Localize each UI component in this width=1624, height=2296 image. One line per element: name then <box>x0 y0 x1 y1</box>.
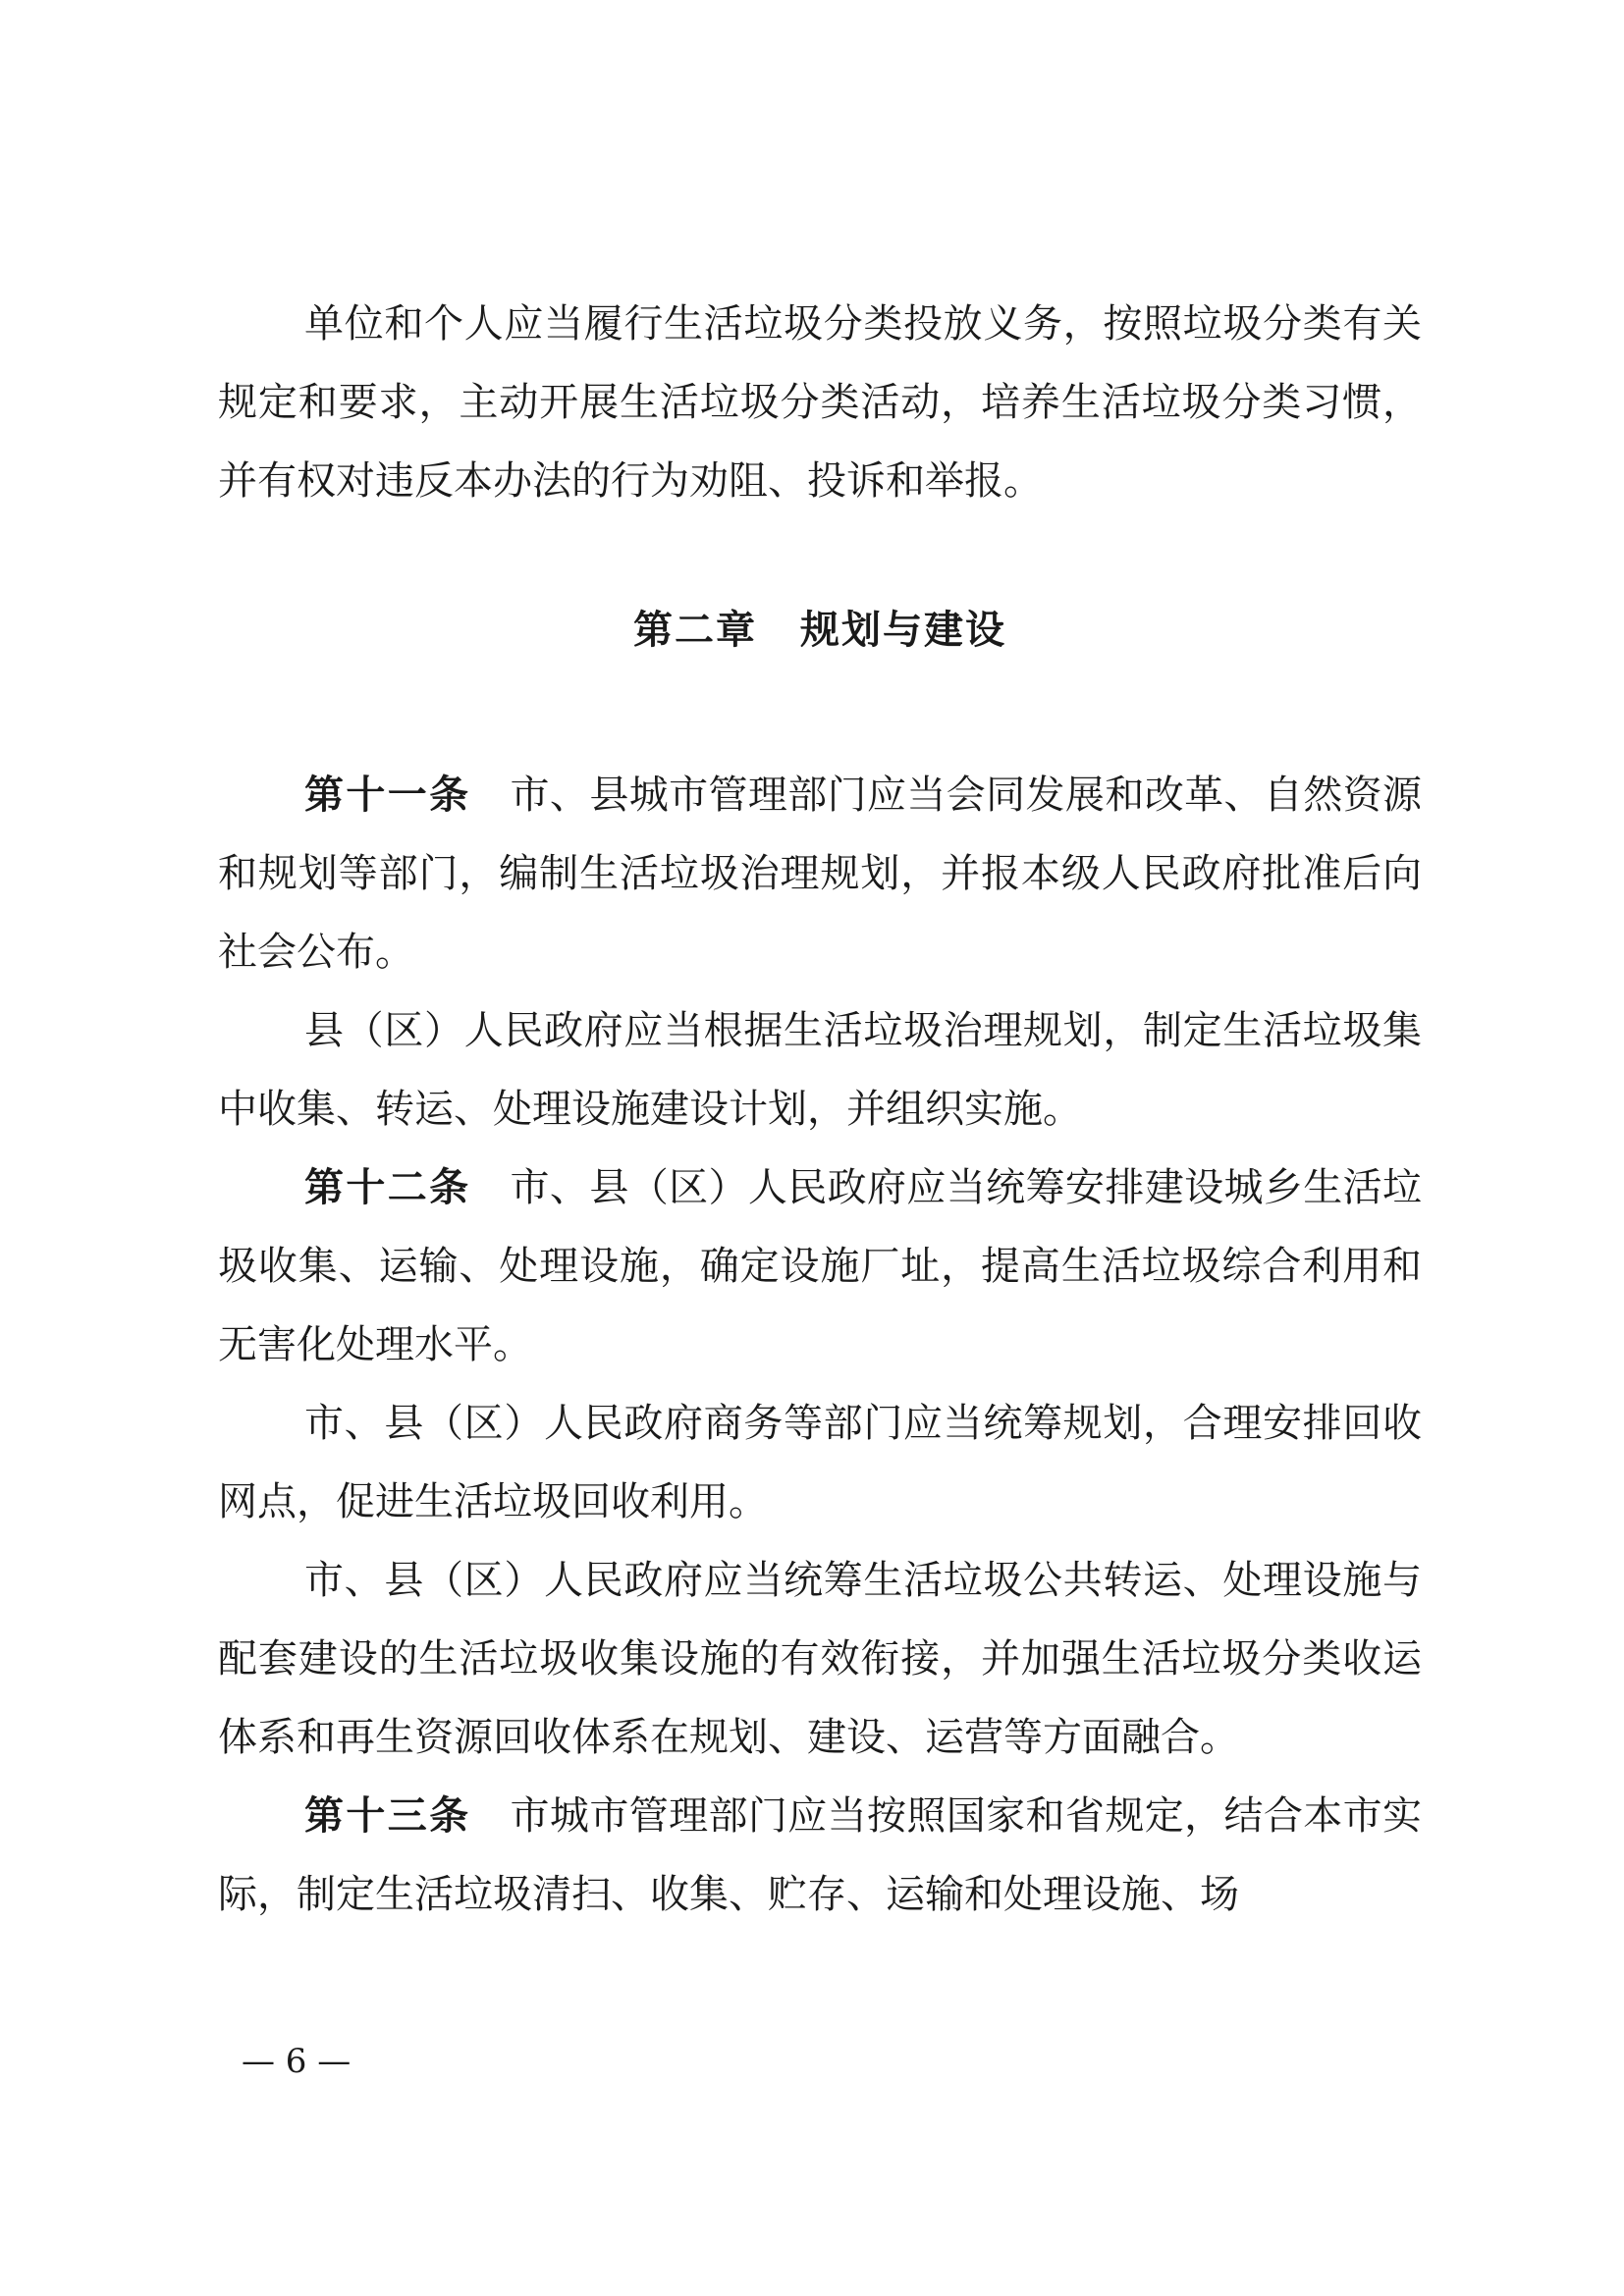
chapter-title: 规划与建设 <box>800 608 1006 653</box>
article-text: 市、县城市管理部门应当会同发展和改革、自然资源和规划等部门，编制生活垃圾治理规划，并报本级人民政府批准后向社会公布。 <box>218 773 1423 975</box>
intro-paragraph: 单位和个人应当履行生活垃圾分类投放义务，按照垃圾分类有关规定和要求，主动开展生活垃圾分类活动，培养生活垃圾分类习惯，并有权对违反本办法的行为劝阻、投诉和举报。 <box>218 301 1422 504</box>
article-13 <box>218 1777 1422 1934</box>
article-12 <box>218 1148 1422 1384</box>
article-text: 市城市管理部门应当按照国家和省规定，结合本市实际，制定生活垃圾清扫、收集、贮存、运输和处理设施、场 <box>218 1793 1423 1917</box>
page-number: — 6 — <box>242 2042 352 2081</box>
article-text: 市、县（区）人民政府应当统筹安排建设城乡生活垃圾收集、运输、处理设施，确定设施厂址，提高生活垃圾综合利用和无害化处理水平。 <box>218 1165 1423 1367</box>
article-number: 第十一条 <box>304 773 471 818</box>
article-12-paragraph-2: 市、县（区）人民政府商务等部门应当统筹规划，合理安排回收网点，促进生活垃圾回收利用。 <box>218 1401 1422 1524</box>
article-11 <box>218 756 1422 991</box>
articles-section <box>218 756 1422 1934</box>
chapter-number: 第二章 <box>633 608 757 653</box>
article-number: 第十三条 <box>304 1793 471 1839</box>
article-11-paragraph-2: 县（区）人民政府应当根据生活垃圾治理规划，制定生活垃圾集中收集、转运、处理设施建设计划，并组织实施。 <box>218 1008 1422 1132</box>
intro-section <box>218 285 1422 520</box>
chapter-heading <box>218 601 1422 660</box>
article-12-paragraph-3: 市、县（区）人民政府应当统筹生活垃圾公共转运、处理设施与配套建设的生活垃圾收集设施的有效衔接，并加强生活垃圾分类收运体系和再生资源回收体系在规划、建设、运营等方面融合。 <box>218 1558 1422 1760</box>
article-number: 第十二条 <box>304 1165 471 1210</box>
